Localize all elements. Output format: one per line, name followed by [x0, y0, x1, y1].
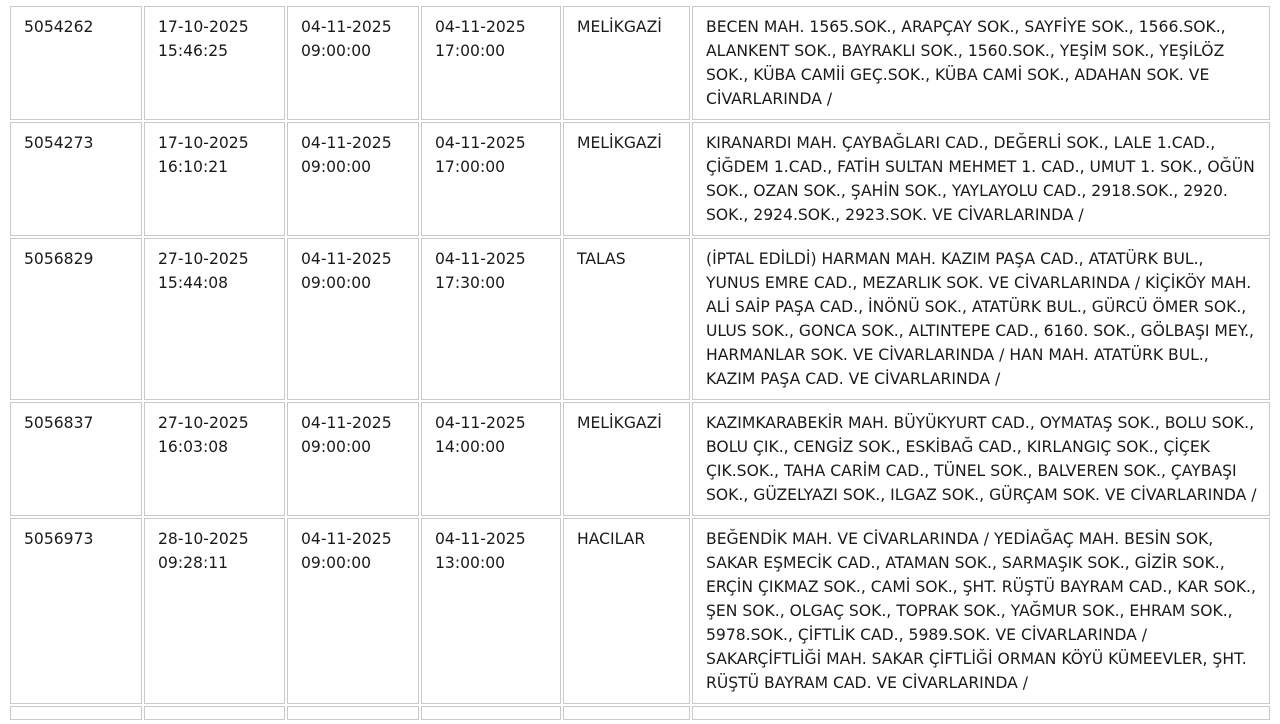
- table-row: [10, 122, 1270, 236]
- created-time: 09:28:11: [158, 554, 229, 572]
- start-date: 04-11-2025: [301, 414, 392, 432]
- created-cell: [144, 518, 285, 704]
- empty-cell: [421, 706, 561, 720]
- end-cell: [421, 122, 561, 236]
- district: MELİKGAZİ: [577, 414, 662, 432]
- empty-cell: [144, 706, 285, 720]
- created-time: 16:10:21: [158, 158, 229, 176]
- district-cell: [563, 518, 690, 704]
- start-time: 09:00:00: [301, 554, 372, 572]
- created-time: 15:46:25: [158, 42, 229, 60]
- end-time: 17:30:00: [435, 274, 506, 292]
- outage-table-body: [10, 6, 1270, 720]
- start-cell: [287, 402, 419, 516]
- created-date: 27-10-2025: [158, 250, 249, 268]
- outage-id: 5056973: [24, 530, 94, 548]
- end-time: 13:00:00: [435, 554, 506, 572]
- start-cell: [287, 238, 419, 400]
- description: BECEN MAH. 1565.SOK., ARAPÇAY SOK., SAYFİYE SOK., 1566.SOK., ALANKENT SOK., BAYRAKLI SOK., 1560.SOK., YEŞİM SOK., YEŞİLÖZ SOK., KÜBA CAMİİ GEÇ.SOK., KÜBA CAMİ SOK., ADAHAN SOK. VE CİVARLARINDA /: [706, 18, 1226, 108]
- start-time: 09:00:00: [301, 42, 372, 60]
- empty-cell: [563, 706, 690, 720]
- outage-table: [8, 4, 1272, 722]
- start-date: 04-11-2025: [301, 134, 392, 152]
- end-cell: [421, 402, 561, 516]
- district-cell: [563, 402, 690, 516]
- description: KAZIMKARABEKİR MAH. BÜYÜKYURT CAD., OYMATAŞ SOK., BOLU SOK., BOLU ÇIK., CENGİZ SOK., ESKİBAĞ CAD., KIRLANGIÇ SOK., ÇİÇEK ÇIK.SOK., TAHA CARİM CAD., TÜNEL SOK., BALVEREN SOK., ÇAYBAŞI SOK., GÜZELYAZI SOK., ILGAZ SOK., GÜRÇAM SOK. VE CİVARLARINDA /: [706, 414, 1257, 504]
- district: TALAS: [577, 250, 626, 268]
- start-time: 09:00:00: [301, 274, 372, 292]
- outage-id: 5056837: [24, 414, 94, 432]
- start-cell: [287, 518, 419, 704]
- district-cell: [563, 238, 690, 400]
- district-cell: [563, 6, 690, 120]
- created-time: 15:44:08: [158, 274, 229, 292]
- created-cell: [144, 6, 285, 120]
- outage-id-cell: [10, 6, 142, 120]
- district: MELİKGAZİ: [577, 18, 662, 36]
- table-row-partial: [10, 706, 1270, 720]
- created-date: 27-10-2025: [158, 414, 249, 432]
- end-time: 14:00:00: [435, 438, 506, 456]
- start-cell: [287, 6, 419, 120]
- end-date: 04-11-2025: [435, 250, 526, 268]
- outage-id: 5054273: [24, 134, 94, 152]
- start-time: 09:00:00: [301, 158, 372, 176]
- created-date: 17-10-2025: [158, 18, 249, 36]
- district: HACILAR: [577, 530, 646, 548]
- district-cell: [563, 122, 690, 236]
- description: KIRANARDI MAH. ÇAYBAĞLARI CAD., DEĞERLİ SOK., LALE 1.CAD., ÇİĞDEM 1.CAD., FATİH SULTAN MEHMET 1. CAD., UMUT 1. SOK., OĞÜN SOK., OZAN SOK., ŞAHİN SOK., YAYLAYOLU CAD., 2918.SOK., 2920. SOK., 2924.SOK., 2923.SOK. VE CİVARLARINDA /: [706, 134, 1255, 224]
- outage-id: 5056829: [24, 250, 94, 268]
- table-row: [10, 402, 1270, 516]
- end-date: 04-11-2025: [435, 18, 526, 36]
- outage-id-cell: [10, 122, 142, 236]
- empty-cell: [287, 706, 419, 720]
- district: MELİKGAZİ: [577, 134, 662, 152]
- end-date: 04-11-2025: [435, 414, 526, 432]
- created-time: 16:03:08: [158, 438, 229, 456]
- outage-id-cell: [10, 238, 142, 400]
- description-cell: [692, 6, 1270, 120]
- outage-id-cell: [10, 518, 142, 704]
- description: (İPTAL EDİLDİ) HARMAN MAH. KAZIM PAŞA CAD., ATATÜRK BUL., YUNUS EMRE CAD., MEZARLIK SOK. VE CİVARLARINDA / KİÇİKÖY MAH. ALİ SAİP PAŞA CAD., İNÖNÜ SOK., ATATÜRK BUL., GÜRCÜ ÖMER SOK., ULUS SOK., GONCA SOK., ALTINTEPE CAD., 6160. SOK., GÖLBAŞI MEY., HARMANLAR SOK. VE CİVARLARINDA / HAN MAH. ATATÜRK BUL., KAZIM PAŞA CAD. VE CİVARLARINDA /: [706, 250, 1255, 388]
- end-cell: [421, 238, 561, 400]
- table-row: [10, 6, 1270, 120]
- created-cell: [144, 238, 285, 400]
- empty-cell: [10, 706, 142, 720]
- start-date: 04-11-2025: [301, 530, 392, 548]
- table-row: [10, 518, 1270, 704]
- start-cell: [287, 122, 419, 236]
- created-cell: [144, 402, 285, 516]
- table-row: [10, 238, 1270, 400]
- outage-id-cell: [10, 402, 142, 516]
- end-date: 04-11-2025: [435, 530, 526, 548]
- end-time: 17:00:00: [435, 158, 506, 176]
- created-date: 28-10-2025: [158, 530, 249, 548]
- end-date: 04-11-2025: [435, 134, 526, 152]
- start-date: 04-11-2025: [301, 250, 392, 268]
- created-cell: [144, 122, 285, 236]
- empty-cell: [692, 706, 1270, 720]
- description-cell: [692, 518, 1270, 704]
- outage-id: 5054262: [24, 18, 94, 36]
- start-date: 04-11-2025: [301, 18, 392, 36]
- start-time: 09:00:00: [301, 438, 372, 456]
- description: BEĞENDİK MAH. VE CİVARLARINDA / YEDİAĞAÇ MAH. BESİN SOK, SAKAR EŞMECİK CAD., ATAMAN SOK., SARMAŞIK SOK., GİZİR SOK., ERÇİN ÇIKMAZ SOK., CAMİ SOK., ŞHT. RÜŞTÜ BAYRAM CAD., KAR SOK., ŞEN SOK., OLGAÇ SOK., TOPRAK SOK., YAĞMUR SOK., EHRAM SOK., 5978.SOK., ÇİFTLİK CAD., 5989.SOK. VE CİVARLARINDA / SAKARÇİFTLİĞİ MAH. SAKAR ÇİFTLİĞİ ORMAN KÖYÜ KÜMEEVLER, ŞHT. RÜŞTÜ BAYRAM CAD. VE CİVARLARINDA /: [706, 530, 1256, 692]
- description-cell: [692, 122, 1270, 236]
- end-cell: [421, 6, 561, 120]
- end-time: 17:00:00: [435, 42, 506, 60]
- created-date: 17-10-2025: [158, 134, 249, 152]
- description-cell: [692, 238, 1270, 400]
- end-cell: [421, 518, 561, 704]
- outage-table-container: [8, 0, 1272, 722]
- description-cell: [692, 402, 1270, 516]
